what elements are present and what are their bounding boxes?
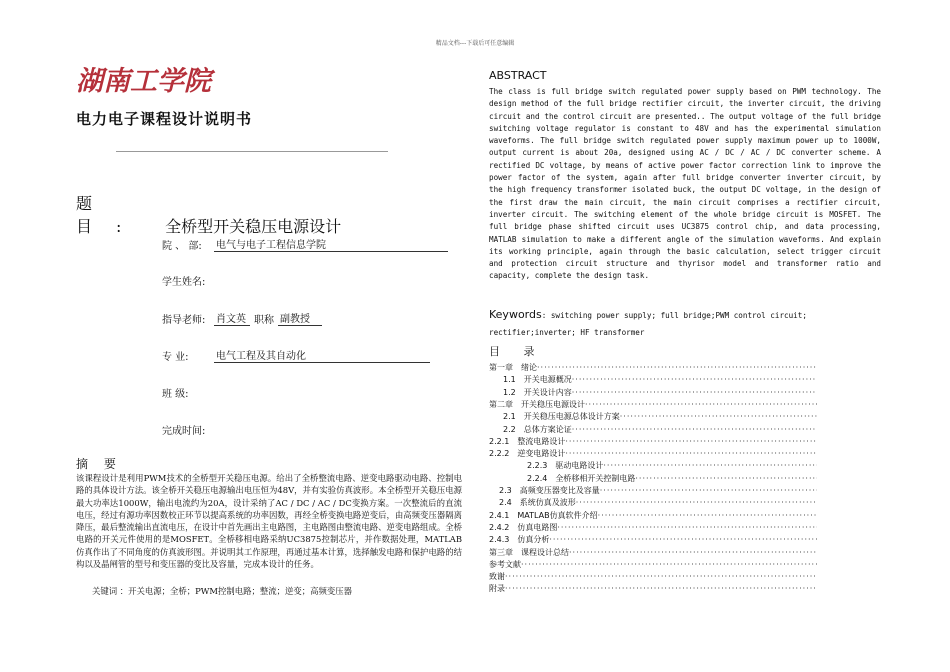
toc-entry-label: 2.4 系统仿真及波形 bbox=[499, 498, 576, 508]
toc-entry[interactable] bbox=[489, 583, 817, 595]
topic-line bbox=[76, 191, 341, 237]
toc-leader-dots bbox=[565, 436, 817, 448]
advisor-title-label: 职称 bbox=[254, 315, 274, 326]
toc-entry[interactable] bbox=[489, 547, 817, 559]
toc-entry[interactable] bbox=[499, 485, 817, 497]
toc-entry[interactable] bbox=[489, 559, 817, 571]
toc-entry-label: 第三章 课程设计总结 bbox=[489, 547, 569, 557]
toc-entry[interactable] bbox=[503, 424, 817, 436]
toc-leader-dots bbox=[521, 559, 817, 571]
toc-entry-label: 2.2.4 全桥移相开关控制电路 bbox=[527, 473, 636, 483]
toc-entry-label: 2.2 总体方案论证 bbox=[503, 424, 572, 434]
toc-entry[interactable] bbox=[489, 399, 817, 411]
english-abstract-body: The class is full bridge switch regulated power supply based on PWM technology. The design method of the full bridge rectifier circuit, the inverter circuit, the driving circuit and the control circuit are presented.. The output voltage of the full bridge switching voltage regulator is constant to 48V and has the experimental simulation waveforms. The full bridge switch regulated power supply maximum power up to 1000W, output current is about 20a, designed using AC / DC / AC / DC converter scheme. A rectified DC voltage, by means of active power factor correction link to improve the power factor of the system, again after full bridge converter inverter circuit, by the high frequency transformer isolated buck, the output DC voltage, in the design of the first draw the main circuit, the main circuit comprises a rectifier circuit, inverter circuit. The switching element of the whole bridge circuit is MOSFET. The full bridge phase shifted circuit uses UC3875 control chip, and data processing, MATLAB simulation to make a different angle of the simulation waveforms. And explain its working principle, again through the basic calculation, select trigger circuit and protection circuit structure and thyrisor model and transformer ratio and capacity, complete the design task. bbox=[489, 87, 881, 281]
watermark-text: 精品文档---下载后可任意编辑 bbox=[435, 40, 515, 47]
toc-entry[interactable] bbox=[503, 374, 817, 386]
toc-entry-label: 2.4.1 MATLAB仿真软件介绍 bbox=[489, 510, 598, 520]
toc-entry-label: 第一章 绪论 bbox=[489, 363, 537, 372]
toc-leader-dots bbox=[537, 362, 817, 374]
toc-entry-label: 2.3 高频变压器变比及容量 bbox=[499, 486, 600, 495]
toc-entry[interactable] bbox=[527, 460, 817, 472]
major-label: 专 业: bbox=[162, 352, 189, 363]
topic-value: 全桥型开关稳压电源设计 bbox=[165, 217, 342, 236]
toc-leader-dots bbox=[576, 497, 817, 509]
toc-entry-label: 2.4.2 仿真电路图 bbox=[489, 522, 558, 532]
completion-date-field bbox=[162, 422, 214, 437]
toc-entry-label: 2.2.3 驱动电路设计 bbox=[527, 461, 604, 471]
english-abstract-heading: ABSTRACT bbox=[489, 69, 547, 82]
toc-leader-dots bbox=[569, 547, 817, 559]
toc-leader-dots bbox=[600, 485, 817, 497]
toc-leader-dots bbox=[557, 522, 817, 534]
department-value: 电气与电子工程信息学院 bbox=[214, 236, 448, 252]
english-keywords-value: : switching power supply; full bridge;PWM control circuit; rectifier;inverter; HF transformer bbox=[489, 311, 807, 337]
advisor-value: 肖文英 bbox=[214, 310, 250, 326]
toc-leader-dots bbox=[620, 411, 817, 423]
student-name-field bbox=[162, 273, 214, 288]
class-field bbox=[162, 385, 214, 400]
department-field bbox=[162, 236, 448, 252]
toc-leader-dots bbox=[598, 510, 817, 522]
toc-entry[interactable] bbox=[489, 436, 817, 448]
toc-entry[interactable] bbox=[489, 362, 817, 374]
toc-entry-label: 2.4.3 仿真分析 bbox=[489, 535, 550, 545]
toc-leader-dots bbox=[572, 374, 817, 386]
toc-entry[interactable] bbox=[489, 448, 817, 460]
class-label: 班 级: bbox=[162, 389, 189, 400]
toc-leader-dots bbox=[572, 387, 817, 399]
advisor-field bbox=[162, 310, 322, 326]
toc-entry[interactable] bbox=[499, 497, 817, 509]
chinese-keywords: 关键词 ：开关电源；全桥；PWM控制电路；整流；逆变；高频变压器 bbox=[92, 586, 352, 596]
topic-label: 题 目: bbox=[76, 194, 146, 236]
toc-entry-label: 2.1 开关稳压电源总体设计方案 bbox=[503, 412, 620, 422]
toc-entry[interactable] bbox=[503, 387, 817, 399]
toc-entry[interactable] bbox=[489, 571, 817, 583]
toc-entry[interactable] bbox=[527, 473, 817, 485]
major-field bbox=[162, 347, 430, 363]
completion-date-label: 完成时间: bbox=[162, 426, 206, 437]
school-logo bbox=[76, 62, 216, 98]
toc-leader-dots bbox=[603, 460, 817, 472]
toc-entry-label: 1.1 开关电源概况 bbox=[503, 375, 572, 385]
toc-entry-label: 1.2 开关设计内容 bbox=[503, 387, 572, 397]
toc-leader-dots bbox=[565, 448, 817, 460]
toc-entry-label: 2.2.2 逆变电路设计 bbox=[489, 449, 566, 459]
major-value: 电气工程及其自动化 bbox=[214, 347, 430, 363]
document-title: 电力电子课程设计说明书 bbox=[76, 110, 253, 128]
toc-entry-label: 2.2.1 整流电路设计 bbox=[489, 436, 566, 446]
toc-leader-dots bbox=[572, 424, 817, 436]
advisor-title-value: 副教授 bbox=[278, 310, 322, 326]
toc-entry[interactable] bbox=[489, 510, 817, 522]
title-divider bbox=[116, 151, 388, 152]
chinese-abstract-heading: 摘 要 bbox=[76, 457, 122, 471]
toc-leader-dots bbox=[505, 583, 817, 595]
student-name-label: 学生姓名: bbox=[162, 277, 206, 288]
toc-leader-dots bbox=[635, 473, 817, 485]
toc-leader-dots bbox=[585, 399, 817, 411]
toc-entry[interactable] bbox=[489, 522, 817, 534]
english-keywords-label: Keywords bbox=[489, 308, 542, 321]
toc-entry-label: 第二章 开关稳压电源设计 bbox=[489, 399, 585, 409]
toc-entry[interactable] bbox=[503, 411, 817, 423]
english-keywords bbox=[489, 306, 881, 341]
toc-entry-label: 参考文献 bbox=[489, 559, 521, 569]
toc-entry[interactable] bbox=[489, 534, 817, 546]
department-label: 院 、 部: bbox=[162, 241, 202, 252]
school-logo-text: 湖南工学院 bbox=[76, 66, 211, 97]
chinese-abstract-body: 该课程设计是利用PWM技术的全桥型开关稳压电源。给出了全桥整流电路、逆变电路驱动电路、控制电路的具体设计方法。该全桥开关稳压电源输出电压恒为48V，并有实验仿真波形。本全桥型开关稳压电源最大功率达1000W，输出电流约为20A，设计采纳了AC / DC / AC / DC变换方案。一次整流后的直流电压，经过有源功率因数校正环节以提高系统的功率因数，再经全桥变换电路逆变后，由高频变压器隔离降压，最后整流输出直流电压，在设计中首先画出主电路图，主电路图由整流电路、逆变电路组成。全桥电路的开关元件使用的是MOSFET。全桥移相电路采纳UC3875控制芯片，并作数据处理，MATLAB仿真作出了不同角度的仿真波形图。并说明其工作原理，再通过基本计算，选择触发电路和保护电路的结构以及晶闸管的型号和变压器的变比及容量，完成本设计的任务。 bbox=[76, 473, 462, 570]
toc-entry-label: 附录 bbox=[489, 584, 505, 594]
toc-leader-dots bbox=[505, 571, 817, 583]
advisor-label: 指导老师: bbox=[162, 315, 206, 326]
toc-entry-label: 致谢 bbox=[489, 572, 505, 582]
toc-leader-dots bbox=[549, 534, 817, 546]
toc-heading: 目 录 bbox=[489, 345, 545, 358]
